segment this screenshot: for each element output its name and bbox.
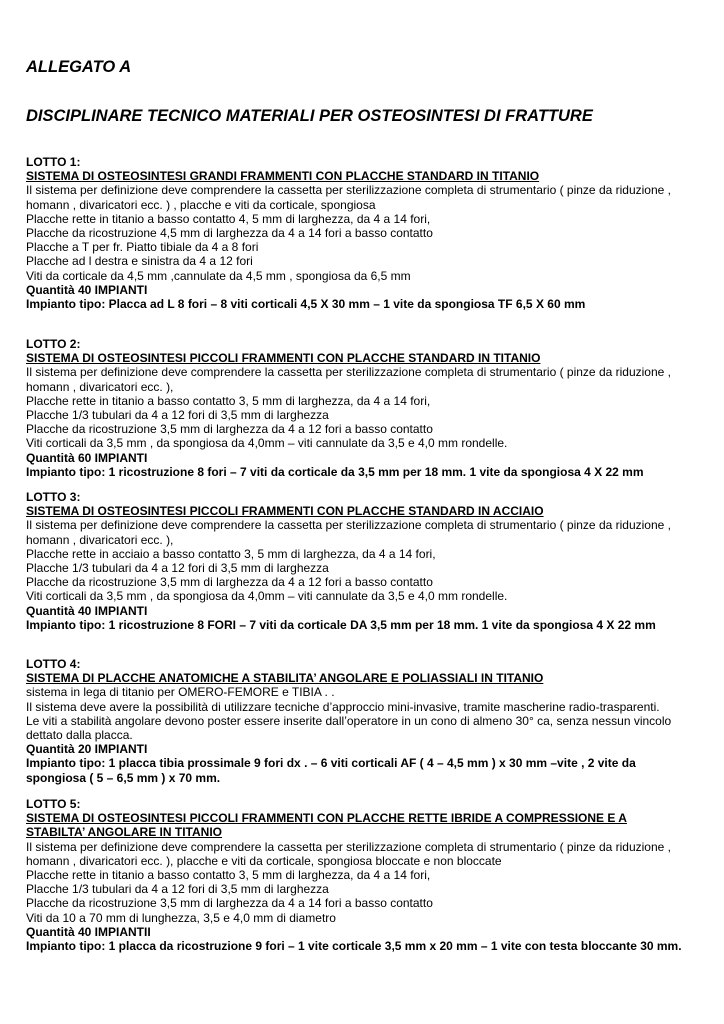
lotto-label: LOTTO 3: bbox=[26, 490, 81, 504]
lotto-quantity: Quantità 20 IMPIANTI bbox=[26, 742, 148, 757]
lotto-title: SISTEMA DI OSTEOSINTESI PICCOLI FRAMMENTI CON PLACCHE STANDARD IN ACCIAIO bbox=[26, 504, 544, 519]
lotto-line: homann , divaricatori ecc. ), bbox=[26, 379, 174, 394]
lotto-line: Placche da ricostruzione 4,5 mm di larghezza da 4 a 14 fori a basso contatto bbox=[26, 226, 433, 241]
lotto-label: LOTTO 2: bbox=[26, 337, 81, 351]
lotto-line: Viti da corticale da 4,5 mm ,cannulate da 4,5 mm , spongiosa da 6,5 mm bbox=[26, 268, 411, 283]
lotto-line: homann , divaricatori ecc. ), bbox=[26, 532, 174, 547]
lotto-quantity: Quantità 40 IMPIANTII bbox=[26, 924, 151, 939]
lotto-line: sistema in lega di titanio per OMERO-FEMORE e TIBIA . . bbox=[26, 685, 335, 700]
lotto-line: Placche da ricostruzione 3,5 mm di larghezza da 4 a 14 fori a basso contatto bbox=[26, 896, 433, 911]
lotto-line: Placche rette in titanio a basso contatto 3, 5 mm di larghezza, da 4 a 14 fori, bbox=[26, 393, 431, 408]
lotto-line: Placche ad l destra e sinistra da 4 a 12 fori bbox=[26, 254, 253, 269]
lotto-1-section bbox=[26, 155, 706, 311]
document-subheading: DISCIPLINARE TECNICO MATERIALI PER OSTEOSINTESI DI FRATTURE bbox=[26, 107, 593, 125]
lotto-label: LOTTO 1: bbox=[26, 155, 81, 169]
lotto-line: Placche 1/3 tubulari da 4 a 12 fori di 3,5 mm di larghezza bbox=[26, 882, 329, 897]
lotto-3-section bbox=[26, 490, 706, 632]
lotto-line: Placche da ricostruzione 3,5 mm di larghezza da 4 a 12 fori a basso contatto bbox=[26, 575, 433, 590]
lotto-title: SISTEMA DI OSTEOSINTESI GRANDI FRAMMENTI CON PLACCHE STANDARD IN TITANIO bbox=[26, 169, 540, 184]
lotto-label: LOTTO 5: bbox=[26, 797, 81, 811]
lotto-line: Placche a T per fr. Piatto tibiale da 4 a 8 fori bbox=[26, 240, 259, 255]
lotto-impianto: Impianto tipo: 1 ricostruzione 8 FORI – 7 viti da corticale DA 3,5 mm per 18 mm. 1 vite da spongiosa 4 X 22 mm bbox=[26, 617, 656, 632]
lotto-line: Le viti a stabilità angolare devono poster essere inserite dall’operatore in un cono di almeno 30° ca, senza nessun vincolo bbox=[26, 713, 672, 728]
lotto-quantity: Quantità 60 IMPIANTI bbox=[26, 450, 148, 465]
lotto-line: dettato dalla placca. bbox=[26, 728, 133, 743]
lotto-line: Placche 1/3 tubulari da 4 a 12 fori di 3,5 mm di larghezza bbox=[26, 561, 329, 576]
lotto-line: homann , divaricatori ecc. ) , placche e viti da corticale, spongiosa bbox=[26, 197, 376, 212]
lotto-5-section bbox=[26, 797, 706, 953]
lotto-line: Viti corticali da 3,5 mm , da spongiosa da 4,0mm – viti cannulate da 3,5 e 4,0 mm rondelle. bbox=[26, 589, 508, 604]
lotto-2-section bbox=[26, 337, 706, 479]
lotto-quantity: Quantità 40 IMPIANTI bbox=[26, 603, 148, 618]
lotto-title: SISTEMA DI PLACCHE ANATOMICHE A STABILITA’ ANGOLARE E POLIASSIALI IN TITANIO bbox=[26, 671, 544, 686]
lotto-line: Placche 1/3 tubulari da 4 a 12 fori di 3,5 mm di larghezza bbox=[26, 408, 329, 423]
lotto-quantity: Quantità 40 IMPIANTI bbox=[26, 282, 148, 297]
lotto-line: Il sistema per definizione deve comprendere la cassetta per sterilizzazione completa di strumentario ( pinze da riduzione , bbox=[26, 518, 671, 533]
lotto-line: Placche rette in titanio a basso contatto 3, 5 mm di larghezza, da 4 a 14 fori, bbox=[26, 868, 431, 883]
lotto-line: homann , divaricatori ecc. ), placche e viti da corticale, spongiosa bloccate e non bloccate bbox=[26, 853, 502, 868]
lotto-impianto: spongiosa ( 5 – 6,5 mm ) x 70 mm. bbox=[26, 770, 221, 785]
lotto-4-section bbox=[26, 657, 706, 785]
document-heading: ALLEGATO A bbox=[26, 58, 132, 76]
lotto-line: Il sistema per definizione deve comprendere la cassetta per sterilizzazione completa di strumentario ( pinze da riduzione , bbox=[26, 183, 671, 198]
lotto-impianto: Impianto tipo: 1 placca da ricostruzione 9 fori – 1 vite corticale 3,5 mm x 20 mm – 1 vite con testa bloccante 30 mm. bbox=[26, 939, 682, 954]
lotto-impianto: Impianto tipo: Placca ad L 8 fori – 8 viti corticali 4,5 X 30 mm – 1 vite da spongiosa TF 6,5 X 60 mm bbox=[26, 297, 586, 312]
lotto-line: Viti corticali da 3,5 mm , da spongiosa da 4,0mm – viti cannulate da 3,5 e 4,0 mm rondelle. bbox=[26, 436, 508, 451]
lotto-title: STABILTA’ ANGOLARE IN TITANIO bbox=[26, 825, 222, 840]
lotto-line: Il sistema per definizione deve comprendere la cassetta per sterilizzazione completa di strumentario ( pinze da riduzione , bbox=[26, 365, 671, 380]
lotto-line: Placche da ricostruzione 3,5 mm di larghezza da 4 a 12 fori a basso contatto bbox=[26, 422, 433, 437]
lotto-line: Placche rette in acciaio a basso contatto 3, 5 mm di larghezza, da 4 a 14 fori, bbox=[26, 546, 436, 561]
lotto-title: SISTEMA DI OSTEOSINTESI PICCOLI FRAMMENTI CON PLACCHE RETTE IBRIDE A COMPRESSIONE E A bbox=[26, 811, 627, 826]
lotto-title: SISTEMA DI OSTEOSINTESI PICCOLI FRAMMENTI CON PLACCHE STANDARD IN TITANIO bbox=[26, 351, 541, 366]
lotto-line: Placche rette in titanio a basso contatto 4, 5 mm di larghezza, da 4 a 14 fori, bbox=[26, 211, 431, 226]
lotto-line: Il sistema deve avere la possibilità di utilizzare tecniche d’approccio mini-invasive, tramite mascherine radio-trasparenti. bbox=[26, 699, 660, 714]
lotto-impianto: Impianto tipo: 1 ricostruzione 8 fori – 7 viti da corticale da 3,5 mm per 18 mm. 1 vite da spongiosa 4 X 22 mm bbox=[26, 464, 644, 479]
lotto-line: Viti da 10 a 70 mm di lunghezza, 3,5 e 4,0 mm di diametro bbox=[26, 910, 336, 925]
lotto-line: Il sistema per definizione deve comprendere la cassetta per sterilizzazione completa di strumentario ( pinze da riduzione , bbox=[26, 839, 671, 854]
lotto-impianto: Impianto tipo: 1 placca tibia prossimale 9 fori dx . – 6 viti corticali AF ( 4 – 4,5 mm ) x 30 mm –vite , 2 vite da bbox=[26, 756, 636, 771]
lotto-label: LOTTO 4: bbox=[26, 657, 81, 671]
